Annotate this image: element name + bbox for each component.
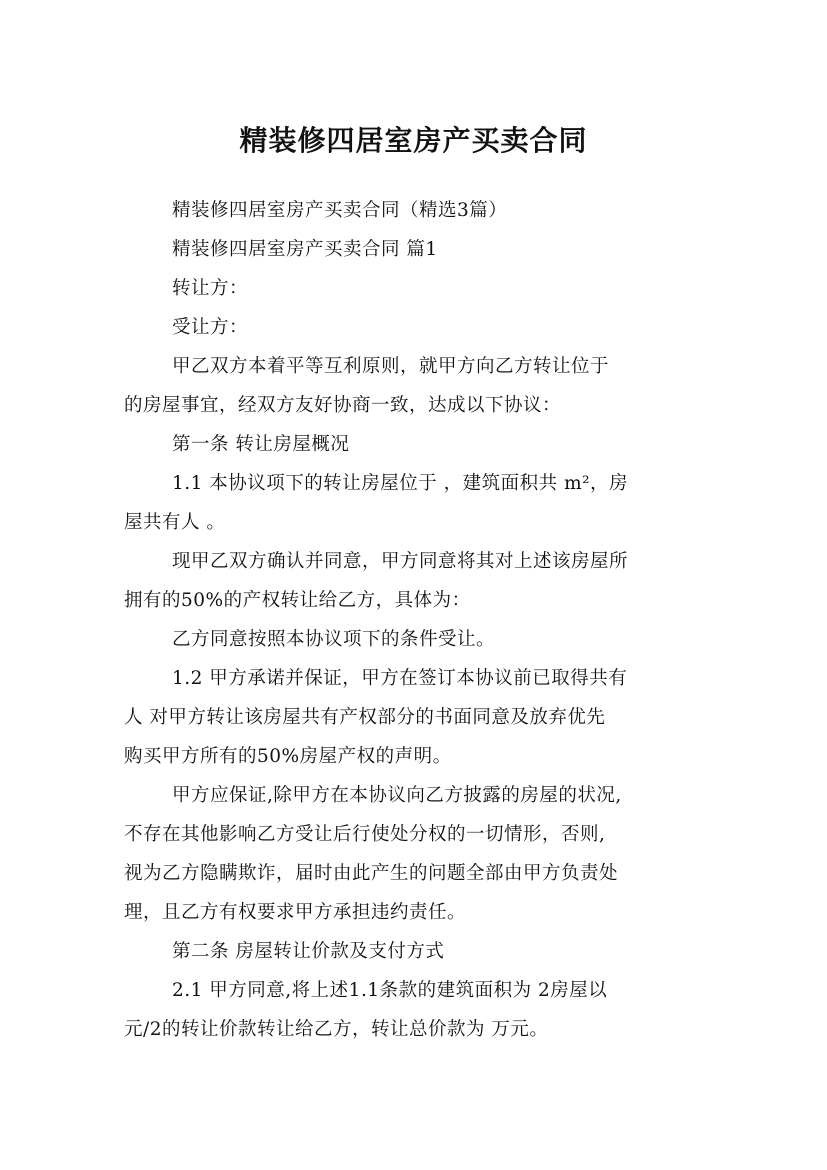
paragraph-line: 1.1 本协议项下的转让房屋位于 ，建筑面积共 m²，房 — [172, 473, 629, 494]
paragraph-line: 精装修四居室房产买卖合同（精选3篇） — [172, 200, 508, 221]
paragraph-line: 视为乙方隐瞒欺诈，届时由此产生的问题全部由甲方负责处 — [124, 863, 619, 884]
paragraph-line: 不存在其他影响乙方受让后行使处分权的一切情形，否则, — [124, 824, 606, 845]
paragraph-line: 转让方： — [172, 278, 249, 299]
paragraph-line: 1.2 甲方承诺并保证，甲方在签订本协议前已取得共有 — [172, 668, 628, 689]
document-body — [124, 191, 708, 1049]
paragraph-line: 现甲乙双方确认并同意，甲方同意将其对上述该房屋所 — [172, 551, 629, 572]
paragraph-line: 甲乙双方本着平等互利原则，就甲方向乙方转让位于 — [172, 356, 610, 377]
paragraph-line: 购买甲方所有的50%房屋产权的声明。 — [124, 746, 452, 767]
paragraph-line: 人 对甲方转让该房屋共有产权部分的书面同意及放弃优先 — [124, 707, 606, 728]
paragraph-line: 甲方应保证,除甲方在本协议向乙方披露的房屋的状况, — [172, 785, 622, 806]
paragraph-line: 元/2的转让价款转让给乙方，转让总价款为 万元。 — [124, 1019, 549, 1040]
paragraph-line: 屋共有人 。 — [124, 512, 226, 533]
paragraph-line: 2.1 甲方同意,将上述1.1条款的建筑面积为 2房屋以 — [172, 980, 608, 1001]
paragraph-line: 乙方同意按照本协议项下的条件受让。 — [172, 629, 496, 650]
paragraph-line: 受让方： — [172, 317, 249, 338]
section-heading: 第二条 房屋转让价款及支付方式 — [172, 941, 445, 962]
section-heading: 第一条 转让房屋概况 — [172, 434, 350, 455]
paragraph-line: 理，且乙方有权要求甲方承担违约责任。 — [124, 902, 467, 923]
paragraph-line: 拥有的50%的产权转让给乙方，具体为： — [124, 590, 471, 611]
paragraph-line: 精装修四居室房产买卖合同 篇1 — [172, 239, 438, 260]
document-title: 精装修四居室房产买卖合同 — [239, 123, 588, 157]
paragraph-line: 的房屋事宜，经双方友好协商一致，达成以下协议： — [124, 395, 562, 416]
